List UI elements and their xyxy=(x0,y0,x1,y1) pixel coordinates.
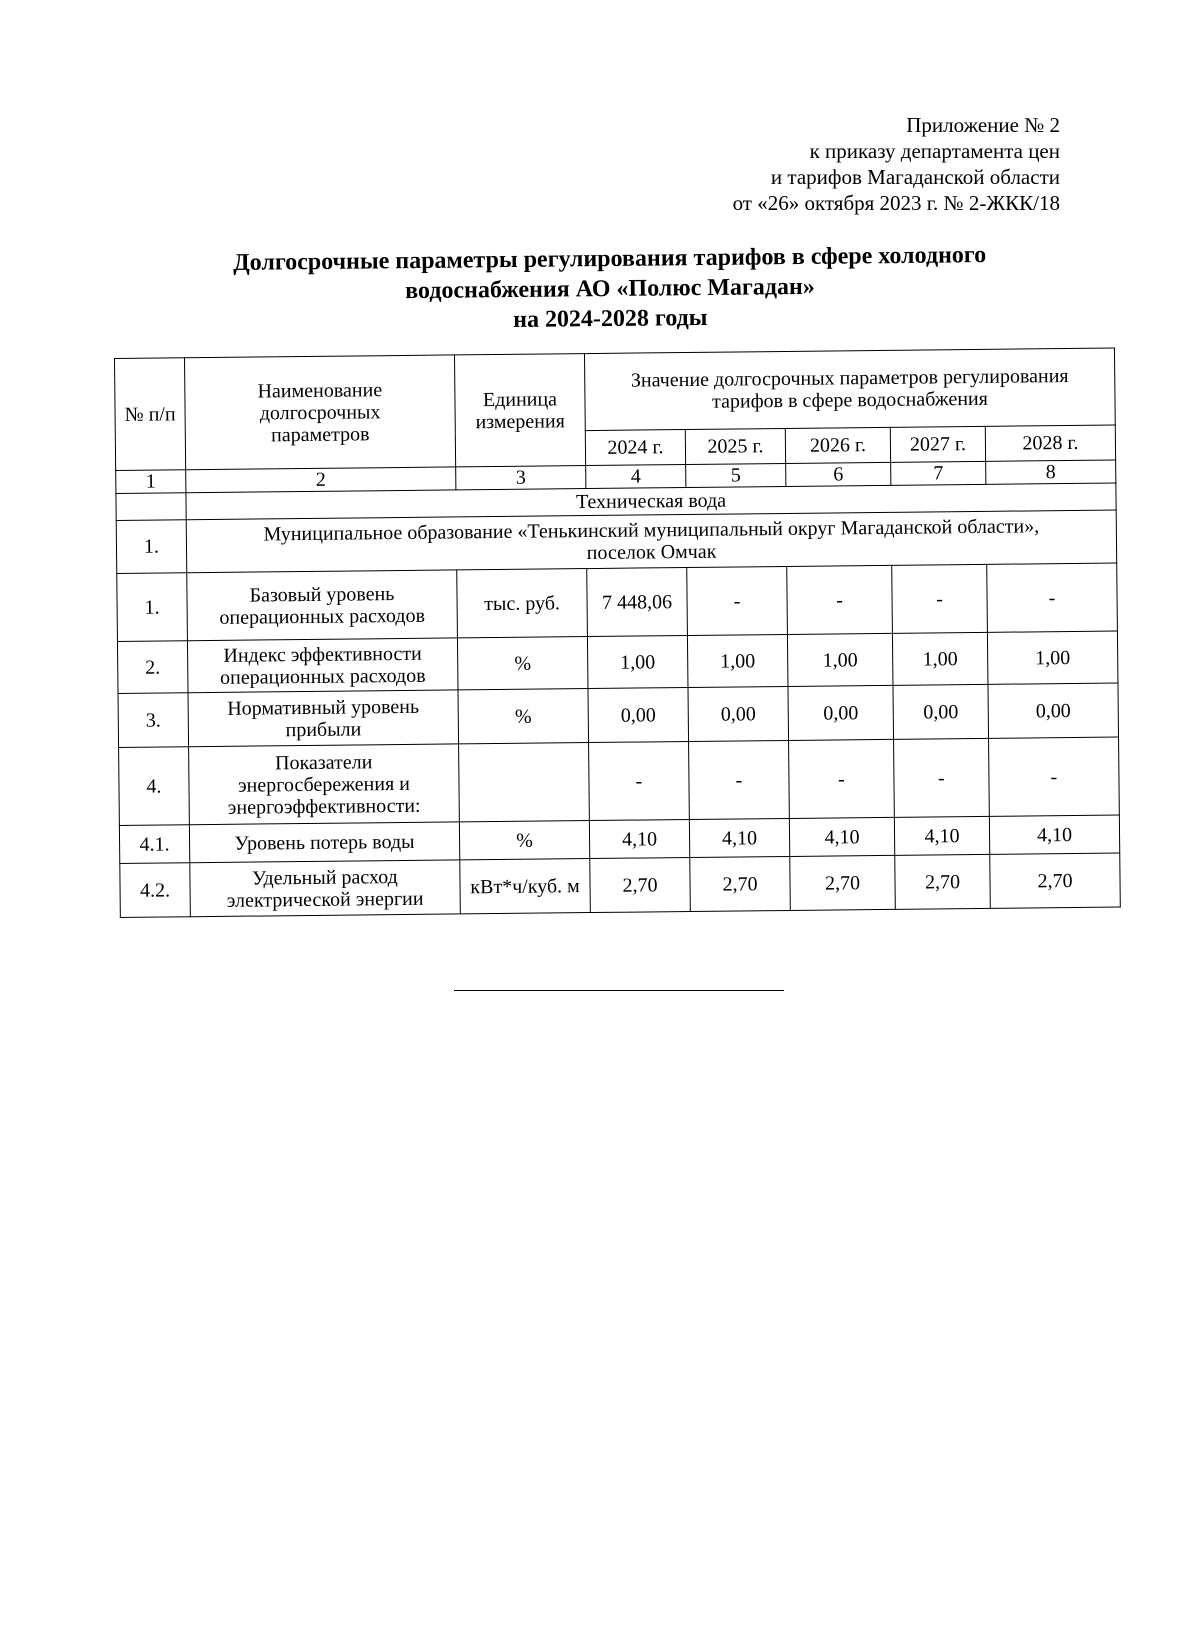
row-unit xyxy=(459,743,590,822)
title-line: на 2024-2028 годы xyxy=(513,304,708,334)
table-row xyxy=(120,853,1121,917)
row-unit: % xyxy=(457,637,588,690)
row-num: 3. xyxy=(118,693,189,748)
parameters-table xyxy=(114,348,1121,918)
document-title xyxy=(130,239,1091,339)
appendix-line: к приказу департамента цен xyxy=(809,139,1060,163)
row-value: 1,00 xyxy=(892,632,988,685)
table-row xyxy=(119,737,1120,825)
row-value: 4,10 xyxy=(589,820,689,859)
row-value: 2,70 xyxy=(790,855,896,910)
row-name: Нормативный уровень прибыли xyxy=(188,690,459,747)
title-line: водоснабжения АО «Полюс Магадан» xyxy=(405,273,815,305)
column-number: 4 xyxy=(586,465,686,489)
row-value: 0,00 xyxy=(893,684,989,739)
row-name: Базовый уровень операционных расходов xyxy=(187,570,458,641)
header-num: № п/п xyxy=(115,358,186,471)
table-row xyxy=(117,563,1118,641)
appendix-line: от «26» октября 2023 г. № 2-ЖКК/18 xyxy=(732,191,1060,215)
row-name: Индекс эффективности операционных расходов xyxy=(187,638,458,693)
appendix-line: Приложение № 2 xyxy=(906,113,1060,137)
row-unit: % xyxy=(458,689,589,744)
row-value: 0,00 xyxy=(788,685,894,740)
row-num: 2. xyxy=(117,641,188,694)
row-value: - xyxy=(589,742,690,821)
row-value: 0,00 xyxy=(588,688,689,743)
header-year: 2028 г. xyxy=(985,425,1115,461)
row-value: 4,10 xyxy=(894,816,989,855)
column-number: 5 xyxy=(686,463,786,487)
row-name: Уровень потерь воды xyxy=(189,822,459,863)
row-value: - xyxy=(687,566,788,635)
row-value: - xyxy=(892,564,988,633)
title-line: Долгосрочные параметры регулирования тарифов в сфере холодного xyxy=(233,242,987,276)
column-number: 7 xyxy=(891,461,986,485)
municipality-num: 1. xyxy=(116,520,187,574)
row-value: - xyxy=(894,738,990,817)
row-value: 7 448,06 xyxy=(587,568,688,637)
header-year: 2027 г. xyxy=(890,426,985,462)
section-title: Техническая вода xyxy=(186,483,1116,520)
column-number: 6 xyxy=(786,462,891,486)
row-value: 4,10 xyxy=(789,817,894,856)
row-unit: кВт*ч/куб. м xyxy=(460,859,591,914)
row-num: 4. xyxy=(119,747,190,826)
row-value: - xyxy=(989,737,1120,816)
row-value: 2,70 xyxy=(590,857,691,912)
appendix-line: и тарифов Магаданской области xyxy=(770,165,1060,189)
parameters-table-wrapper xyxy=(114,348,1120,918)
row-num: 4.1. xyxy=(119,825,189,864)
header-values: Значение долгосрочных параметров регулирования тарифов в сфере водоснабжения xyxy=(584,348,1115,431)
row-value: - xyxy=(987,563,1118,632)
header-unit: Единица измерения xyxy=(454,354,585,467)
row-value: 2,70 xyxy=(895,854,991,909)
row-value: 1,00 xyxy=(987,631,1118,684)
row-value: - xyxy=(689,740,790,819)
row-unit: тыс. руб. xyxy=(457,569,588,638)
row-unit: % xyxy=(459,821,589,860)
appendix-header xyxy=(733,112,1060,216)
header-year: 2025 г. xyxy=(685,428,785,464)
row-value: - xyxy=(789,739,895,818)
row-value: 1,00 xyxy=(787,633,893,686)
section-empty-cell xyxy=(116,493,186,521)
column-number: 1 xyxy=(116,470,186,494)
closing-rule xyxy=(454,990,784,991)
header-name: Наименование долгосрочных параметров xyxy=(185,355,456,470)
row-value: 2,70 xyxy=(990,853,1121,908)
row-value: 2,70 xyxy=(690,856,791,911)
column-number: 3 xyxy=(456,466,586,490)
column-number: 2 xyxy=(186,467,456,493)
row-value: 1,00 xyxy=(687,634,788,687)
row-num: 4.2. xyxy=(120,863,191,918)
row-value: 4,10 xyxy=(689,818,789,857)
row-value: 1,00 xyxy=(587,636,688,689)
header-year: 2024 г. xyxy=(585,430,685,466)
row-value: 4,10 xyxy=(989,815,1119,854)
header-year: 2026 г. xyxy=(785,427,890,463)
row-num: 1. xyxy=(117,573,188,642)
row-value: 0,00 xyxy=(688,686,789,741)
header-row xyxy=(115,348,1116,435)
row-value: 0,00 xyxy=(988,683,1119,738)
row-name: Удельный расход электрической энергии xyxy=(190,860,461,917)
row-name: Показатели энергосбережения и энергоэффективности: xyxy=(189,744,460,825)
column-number: 8 xyxy=(986,460,1116,484)
row-value: - xyxy=(787,565,893,634)
municipality-name: Муниципальное образование «Тенькинский муниципальный округ Магаданской области», поселок Омчак xyxy=(186,510,1117,573)
